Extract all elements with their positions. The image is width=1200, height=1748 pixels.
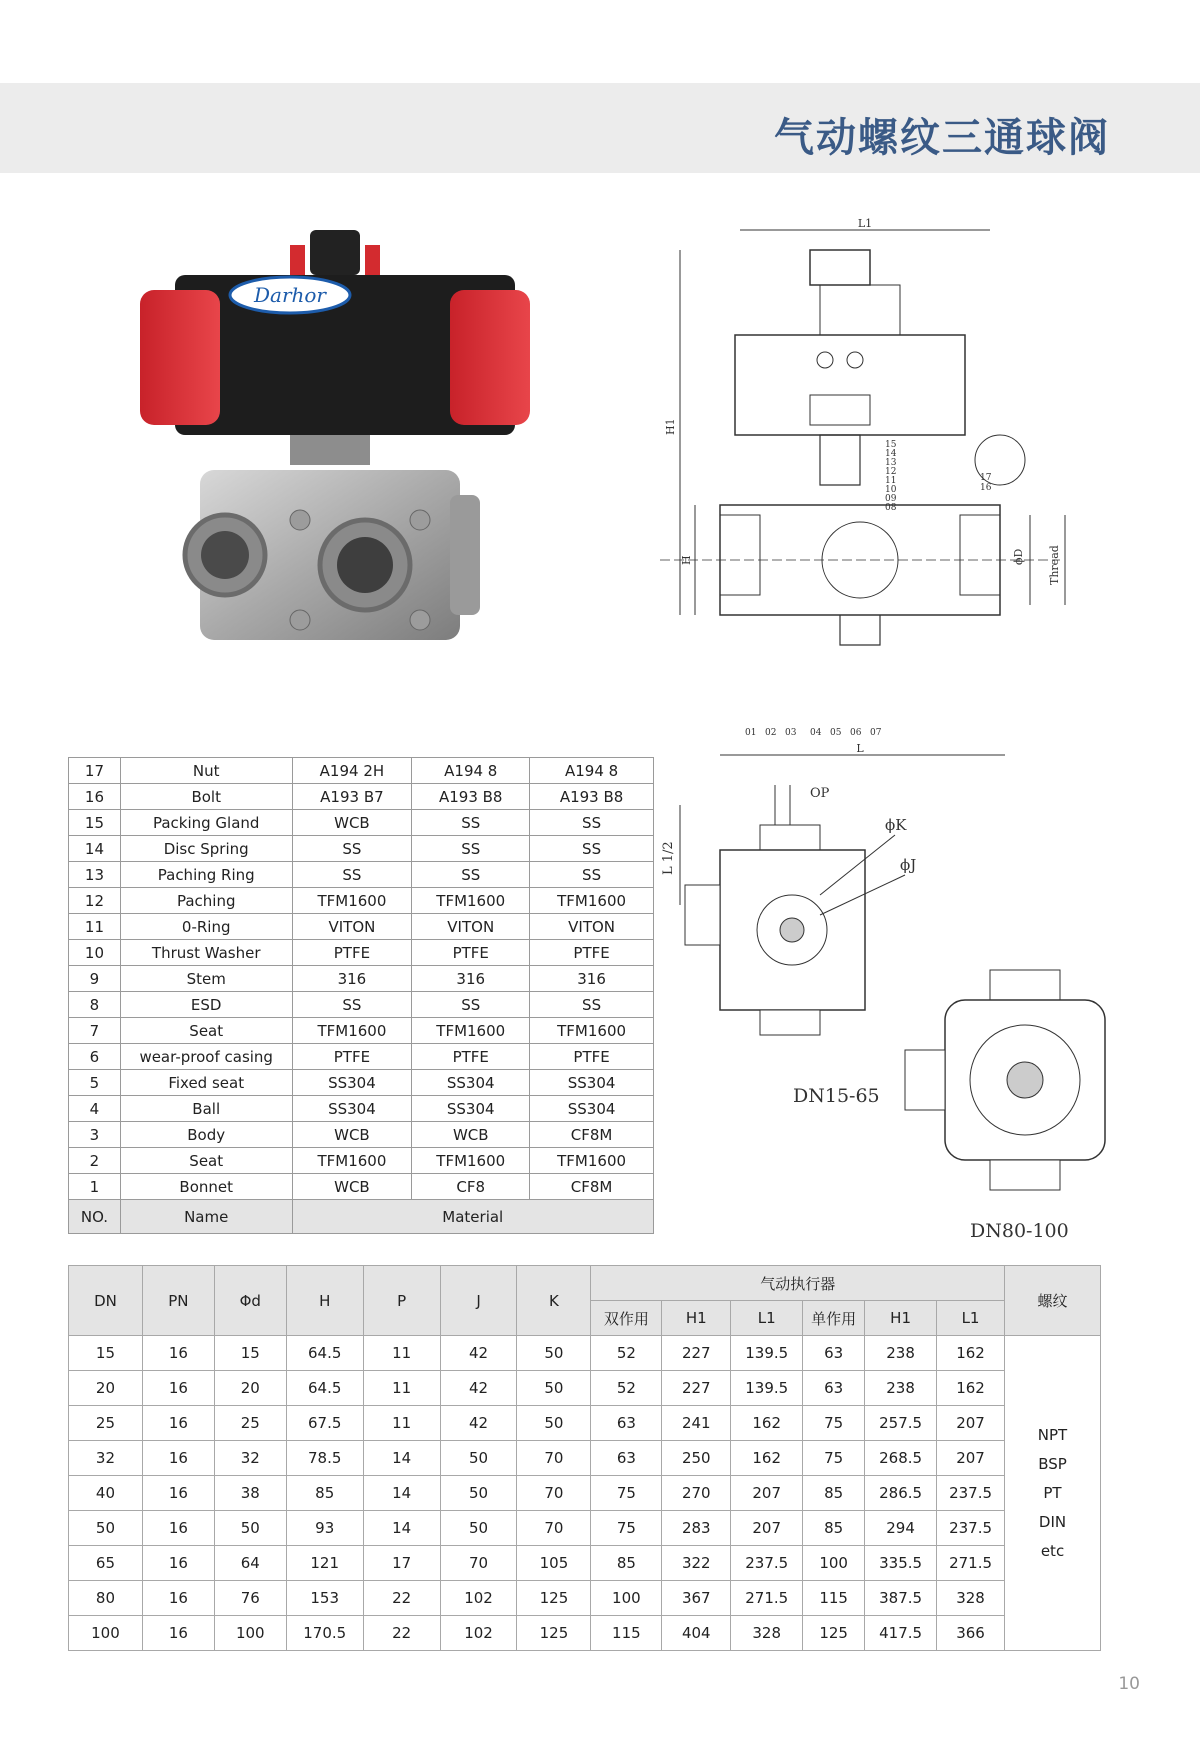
cell-l1-single: 207 xyxy=(937,1406,1005,1441)
cell-j: 50 xyxy=(440,1441,517,1476)
cell-material: SS xyxy=(530,862,654,888)
cell-p: 17 xyxy=(363,1546,440,1581)
cell-phid: 15 xyxy=(214,1336,286,1371)
thread-type: DIN xyxy=(1038,1512,1067,1531)
cell-material: SS xyxy=(292,836,412,862)
cell-no: 5 xyxy=(69,1070,121,1096)
table-row xyxy=(69,1122,654,1148)
cell-no: 15 xyxy=(69,810,121,836)
cell-single: 100 xyxy=(803,1546,865,1581)
cell-material: SS xyxy=(412,836,530,862)
cell-material: CF8M xyxy=(530,1174,654,1200)
cell-dn: 15 xyxy=(69,1336,143,1371)
header-p: P xyxy=(363,1266,440,1336)
cell-pn: 16 xyxy=(142,1406,214,1441)
header-j: J xyxy=(440,1266,517,1336)
cell-no: 9 xyxy=(69,966,121,992)
dim-label-L1: L1 xyxy=(857,217,873,230)
product-photo xyxy=(140,220,560,740)
cell-material: SS304 xyxy=(530,1070,654,1096)
cell-material: CF8 xyxy=(412,1174,530,1200)
cell-phid: 100 xyxy=(214,1616,286,1651)
cell-l1-single: 162 xyxy=(937,1371,1005,1406)
dim-label-phiJ: ϕJ xyxy=(900,856,917,874)
cell-material: VITON xyxy=(292,914,412,940)
cell-material: VITON xyxy=(412,914,530,940)
dim-label-phiK: ϕK xyxy=(885,816,907,834)
cell-double: 115 xyxy=(591,1616,662,1651)
cell-j: 50 xyxy=(440,1476,517,1511)
cell-dn: 40 xyxy=(69,1476,143,1511)
part-number-02: 02 xyxy=(765,728,777,738)
cell-pn: 16 xyxy=(142,1581,214,1616)
cell-material: A194 8 xyxy=(530,758,654,784)
cell-name: Bolt xyxy=(120,784,292,810)
technical-drawing xyxy=(660,215,1090,775)
page-number: 10 xyxy=(1118,1674,1140,1694)
cell-h1: 270 xyxy=(662,1476,731,1511)
cell-k: 125 xyxy=(517,1581,591,1616)
dim-label-L-half: L 1/2 xyxy=(661,841,676,875)
cell-material: 316 xyxy=(292,966,412,992)
cell-material: SS xyxy=(292,992,412,1018)
cell-dn: 32 xyxy=(69,1441,143,1476)
cell-h: 67.5 xyxy=(286,1406,363,1441)
cell-no: 8 xyxy=(69,992,121,1018)
header-pn: PN xyxy=(142,1266,214,1336)
table-row xyxy=(69,784,654,810)
cell-l1-single: 271.5 xyxy=(937,1546,1005,1581)
cell-material: TFM1600 xyxy=(292,1148,412,1174)
cell-material: SS304 xyxy=(292,1070,412,1096)
cell-l1-single: 328 xyxy=(937,1581,1005,1616)
brand-logo: Darhor xyxy=(253,283,327,307)
footer-no: NO. xyxy=(69,1200,121,1234)
cell-material: TFM1600 xyxy=(530,888,654,914)
cell-j: 42 xyxy=(440,1406,517,1441)
cell-h: 64.5 xyxy=(286,1336,363,1371)
cell-material: SS xyxy=(530,836,654,862)
cell-double: 100 xyxy=(591,1581,662,1616)
cell-j: 42 xyxy=(440,1371,517,1406)
cell-dn: 100 xyxy=(69,1616,143,1651)
cell-material: PTFE xyxy=(412,940,530,966)
cell-phid: 50 xyxy=(214,1511,286,1546)
cell-material: SS xyxy=(412,992,530,1018)
thread-type: etc xyxy=(1040,1541,1065,1560)
cell-material: TFM1600 xyxy=(412,888,530,914)
cell-material: TFM1600 xyxy=(530,1018,654,1044)
cell-h: 78.5 xyxy=(286,1441,363,1476)
cell-l1-single: 237.5 xyxy=(937,1476,1005,1511)
part-number-15: 15 xyxy=(885,440,897,450)
cell-no: 3 xyxy=(69,1122,121,1148)
footer-name: Name xyxy=(120,1200,292,1234)
cell-material: A193 B7 xyxy=(292,784,412,810)
header-dn: DN xyxy=(69,1266,143,1336)
cell-h1: 404 xyxy=(662,1616,731,1651)
cell-double: 52 xyxy=(591,1371,662,1406)
cell-name: Paching Ring xyxy=(120,862,292,888)
cell-p: 14 xyxy=(363,1511,440,1546)
cell-single: 115 xyxy=(803,1581,865,1616)
table-row xyxy=(69,1476,1101,1511)
cell-single: 125 xyxy=(803,1616,865,1651)
cell-h1: 241 xyxy=(662,1406,731,1441)
cell-material: CF8M xyxy=(530,1122,654,1148)
cell-j: 42 xyxy=(440,1336,517,1371)
cell-h1: 283 xyxy=(662,1511,731,1546)
table-row xyxy=(69,1616,1101,1651)
cell-material: A194 2H xyxy=(292,758,412,784)
cell-h1: 322 xyxy=(662,1546,731,1581)
cell-p: 22 xyxy=(363,1581,440,1616)
cell-material: WCB xyxy=(292,1122,412,1148)
thread-types-cell xyxy=(1005,1336,1101,1651)
table-row xyxy=(69,810,654,836)
cell-k: 125 xyxy=(517,1616,591,1651)
table-row xyxy=(69,1581,1101,1616)
cell-single: 85 xyxy=(803,1511,865,1546)
part-number-16: 16 xyxy=(980,483,992,493)
cell-pn: 16 xyxy=(142,1546,214,1581)
cell-dn: 25 xyxy=(69,1406,143,1441)
cell-l1: 162 xyxy=(731,1441,803,1476)
cell-phid: 32 xyxy=(214,1441,286,1476)
part-number-01: 01 xyxy=(745,728,757,738)
cell-material: 316 xyxy=(412,966,530,992)
thread-type: NPT xyxy=(1037,1425,1068,1444)
cell-pn: 16 xyxy=(142,1511,214,1546)
part-number-14: 14 xyxy=(885,449,897,459)
cell-material: A193 B8 xyxy=(412,784,530,810)
cell-single: 75 xyxy=(803,1441,865,1476)
cell-name: Stem xyxy=(120,966,292,992)
cell-phid: 64 xyxy=(214,1546,286,1581)
cell-material: SS xyxy=(530,810,654,836)
part-number-12: 12 xyxy=(885,467,897,477)
cell-single: 63 xyxy=(803,1371,865,1406)
cell-no: 13 xyxy=(69,862,121,888)
header-h1: H1 xyxy=(662,1301,731,1336)
cell-h1-single: 335.5 xyxy=(865,1546,937,1581)
cell-l1: 162 xyxy=(731,1406,803,1441)
cell-p: 11 xyxy=(363,1336,440,1371)
dim-label-thread: Thread xyxy=(1048,545,1061,585)
cell-h: 64.5 xyxy=(286,1371,363,1406)
cell-material: A194 8 xyxy=(412,758,530,784)
cell-material: SS xyxy=(292,862,412,888)
cell-material: TFM1600 xyxy=(412,1148,530,1174)
cell-h: 93 xyxy=(286,1511,363,1546)
table-row xyxy=(69,836,654,862)
dim-label-H1: H1 xyxy=(664,418,677,435)
table-row xyxy=(69,758,654,784)
cell-k: 70 xyxy=(517,1441,591,1476)
cell-l1-single: 207 xyxy=(937,1441,1005,1476)
cell-no: 1 xyxy=(69,1174,121,1200)
cell-no: 12 xyxy=(69,888,121,914)
header-actuator: 气动执行器 xyxy=(591,1266,1005,1301)
page-title: 气动螺纹三通球阀 xyxy=(774,115,1110,161)
dim-label-H: H xyxy=(680,555,693,565)
dim-label-L: L xyxy=(856,742,864,755)
table-row xyxy=(69,1096,654,1122)
cell-h1-single: 417.5 xyxy=(865,1616,937,1651)
cell-h1-single: 268.5 xyxy=(865,1441,937,1476)
thread-type: BSP xyxy=(1038,1454,1067,1473)
part-number-08: 08 xyxy=(885,503,897,513)
part-number-17: 17 xyxy=(980,473,992,483)
part-number-03: 03 xyxy=(785,728,797,738)
cell-dn: 65 xyxy=(69,1546,143,1581)
cell-double: 85 xyxy=(591,1546,662,1581)
table-row xyxy=(69,966,654,992)
cell-p: 22 xyxy=(363,1616,440,1651)
cell-h1-single: 294 xyxy=(865,1511,937,1546)
materials-table xyxy=(68,757,654,1234)
cell-material: VITON xyxy=(530,914,654,940)
cell-material: PTFE xyxy=(412,1044,530,1070)
cell-name: Disc Spring xyxy=(120,836,292,862)
header-h: H xyxy=(286,1266,363,1336)
cell-h: 170.5 xyxy=(286,1616,363,1651)
cell-name: 0-Ring xyxy=(120,914,292,940)
cell-name: Seat xyxy=(120,1148,292,1174)
cell-material: WCB xyxy=(292,1174,412,1200)
cell-material: WCB xyxy=(292,810,412,836)
cell-name: Thrust Washer xyxy=(120,940,292,966)
cell-h1-single: 286.5 xyxy=(865,1476,937,1511)
cell-pn: 16 xyxy=(142,1336,214,1371)
cell-double: 63 xyxy=(591,1406,662,1441)
cell-phid: 25 xyxy=(214,1406,286,1441)
cell-p: 11 xyxy=(363,1406,440,1441)
cell-material: WCB xyxy=(412,1122,530,1148)
view-label-dn15-65: DN15-65 xyxy=(793,1085,880,1107)
cell-material: SS304 xyxy=(412,1096,530,1122)
cell-material: SS304 xyxy=(530,1096,654,1122)
cell-l1: 328 xyxy=(731,1616,803,1651)
cell-no: 14 xyxy=(69,836,121,862)
cell-phid: 20 xyxy=(214,1371,286,1406)
cell-k: 105 xyxy=(517,1546,591,1581)
cell-name: Body xyxy=(120,1122,292,1148)
part-number-05: 05 xyxy=(830,728,842,738)
cell-pn: 16 xyxy=(142,1441,214,1476)
cell-name: Fixed seat xyxy=(120,1070,292,1096)
cell-pn: 16 xyxy=(142,1616,214,1651)
part-number-04: 04 xyxy=(810,728,822,738)
cell-h1-single: 238 xyxy=(865,1336,937,1371)
cell-h1: 367 xyxy=(662,1581,731,1616)
header-phid: Φd xyxy=(214,1266,286,1336)
table-row xyxy=(69,1018,654,1044)
cell-l1: 237.5 xyxy=(731,1546,803,1581)
cell-h1-single: 257.5 xyxy=(865,1406,937,1441)
cell-h: 121 xyxy=(286,1546,363,1581)
table-row xyxy=(69,1406,1101,1441)
cell-dn: 50 xyxy=(69,1511,143,1546)
header-h1-single: H1 xyxy=(865,1301,937,1336)
table-row xyxy=(69,940,654,966)
dim-label-OP: OP xyxy=(810,786,830,801)
cell-no: 11 xyxy=(69,914,121,940)
cell-material: 316 xyxy=(530,966,654,992)
table-footer-row xyxy=(69,1200,654,1234)
header-k: K xyxy=(517,1266,591,1336)
cell-material: TFM1600 xyxy=(292,888,412,914)
cell-l1-single: 237.5 xyxy=(937,1511,1005,1546)
header-single-acting: 单作用 xyxy=(803,1301,865,1336)
part-number-07: 07 xyxy=(870,728,882,738)
cell-l1: 139.5 xyxy=(731,1336,803,1371)
header-l1-single: L1 xyxy=(937,1301,1005,1336)
cell-material: PTFE xyxy=(530,940,654,966)
cell-p: 14 xyxy=(363,1441,440,1476)
table-row xyxy=(69,1371,1101,1406)
header-thread: 螺纹 xyxy=(1005,1266,1101,1336)
cell-dn: 80 xyxy=(69,1581,143,1616)
cell-name: Nut xyxy=(120,758,292,784)
cell-h1: 250 xyxy=(662,1441,731,1476)
cell-l1-single: 366 xyxy=(937,1616,1005,1651)
cell-name: wear-proof casing xyxy=(120,1044,292,1070)
cell-name: Packing Gland xyxy=(120,810,292,836)
view-label-dn80-100: DN80-100 xyxy=(970,1220,1069,1242)
header-double-acting: 双作用 xyxy=(591,1301,662,1336)
header-l1: L1 xyxy=(731,1301,803,1336)
table-row xyxy=(69,1441,1101,1476)
cell-name: Bonnet xyxy=(120,1174,292,1200)
cell-single: 85 xyxy=(803,1476,865,1511)
table-row xyxy=(69,1044,654,1070)
cell-p: 14 xyxy=(363,1476,440,1511)
part-number-11: 11 xyxy=(885,476,897,486)
cell-dn: 20 xyxy=(69,1371,143,1406)
cell-k: 50 xyxy=(517,1406,591,1441)
cell-k: 70 xyxy=(517,1476,591,1511)
cell-single: 75 xyxy=(803,1406,865,1441)
cell-double: 52 xyxy=(591,1336,662,1371)
cell-l1: 139.5 xyxy=(731,1371,803,1406)
cell-material: SS xyxy=(412,862,530,888)
cell-k: 50 xyxy=(517,1336,591,1371)
cell-no: 2 xyxy=(69,1148,121,1174)
cell-name: ESD xyxy=(120,992,292,1018)
cell-l1: 271.5 xyxy=(731,1581,803,1616)
cell-j: 70 xyxy=(440,1546,517,1581)
table-row xyxy=(69,1148,654,1174)
cell-no: 10 xyxy=(69,940,121,966)
table-row xyxy=(69,1511,1101,1546)
cell-no: 16 xyxy=(69,784,121,810)
cell-k: 70 xyxy=(517,1511,591,1546)
cell-j: 102 xyxy=(440,1616,517,1651)
cell-l1-single: 162 xyxy=(937,1336,1005,1371)
cell-name: Ball xyxy=(120,1096,292,1122)
cell-single: 63 xyxy=(803,1336,865,1371)
cell-l1: 207 xyxy=(731,1476,803,1511)
cell-j: 102 xyxy=(440,1581,517,1616)
cell-material: PTFE xyxy=(292,1044,412,1070)
cell-j: 50 xyxy=(440,1511,517,1546)
cell-pn: 16 xyxy=(142,1476,214,1511)
cell-material: PTFE xyxy=(292,940,412,966)
table-row xyxy=(69,1174,654,1200)
cell-l1: 207 xyxy=(731,1511,803,1546)
cell-no: 6 xyxy=(69,1044,121,1070)
cell-no: 7 xyxy=(69,1018,121,1044)
table-row xyxy=(69,862,654,888)
table-row xyxy=(69,1546,1101,1581)
cell-material: SS304 xyxy=(292,1096,412,1122)
cell-double: 75 xyxy=(591,1476,662,1511)
cell-double: 75 xyxy=(591,1511,662,1546)
cell-material: TFM1600 xyxy=(530,1148,654,1174)
table-row xyxy=(69,888,654,914)
thread-type: PT xyxy=(1043,1483,1062,1502)
cell-h1-single: 238 xyxy=(865,1371,937,1406)
cell-pn: 16 xyxy=(142,1371,214,1406)
dim-label-phiD: ϕD xyxy=(1012,548,1025,565)
table-row xyxy=(69,1070,654,1096)
cell-material: A193 B8 xyxy=(530,784,654,810)
cell-material: SS xyxy=(412,810,530,836)
table-row xyxy=(69,914,654,940)
table-row xyxy=(69,1336,1101,1371)
header-row xyxy=(69,1266,1101,1301)
cell-no: 17 xyxy=(69,758,121,784)
cell-h: 85 xyxy=(286,1476,363,1511)
cell-no: 4 xyxy=(69,1096,121,1122)
part-number-06: 06 xyxy=(850,728,862,738)
footer-material: Material xyxy=(292,1200,653,1234)
part-number-09: 09 xyxy=(885,494,897,504)
cell-phid: 76 xyxy=(214,1581,286,1616)
dimensions-table xyxy=(68,1265,1101,1651)
part-number-13: 13 xyxy=(885,458,897,468)
cell-h: 153 xyxy=(286,1581,363,1616)
cell-h1-single: 387.5 xyxy=(865,1581,937,1616)
cell-material: SS xyxy=(530,992,654,1018)
cell-material: TFM1600 xyxy=(292,1018,412,1044)
part-number-10: 10 xyxy=(885,485,897,495)
cell-phid: 38 xyxy=(214,1476,286,1511)
cell-h1: 227 xyxy=(662,1336,731,1371)
cell-material: TFM1600 xyxy=(412,1018,530,1044)
dn80-view-drawing xyxy=(905,970,1110,1210)
cell-material: SS304 xyxy=(412,1070,530,1096)
cell-k: 50 xyxy=(517,1371,591,1406)
cell-h1: 227 xyxy=(662,1371,731,1406)
cell-double: 63 xyxy=(591,1441,662,1476)
cell-name: Paching xyxy=(120,888,292,914)
cell-material: PTFE xyxy=(530,1044,654,1070)
cell-name: Seat xyxy=(120,1018,292,1044)
cell-p: 11 xyxy=(363,1371,440,1406)
table-row xyxy=(69,992,654,1018)
